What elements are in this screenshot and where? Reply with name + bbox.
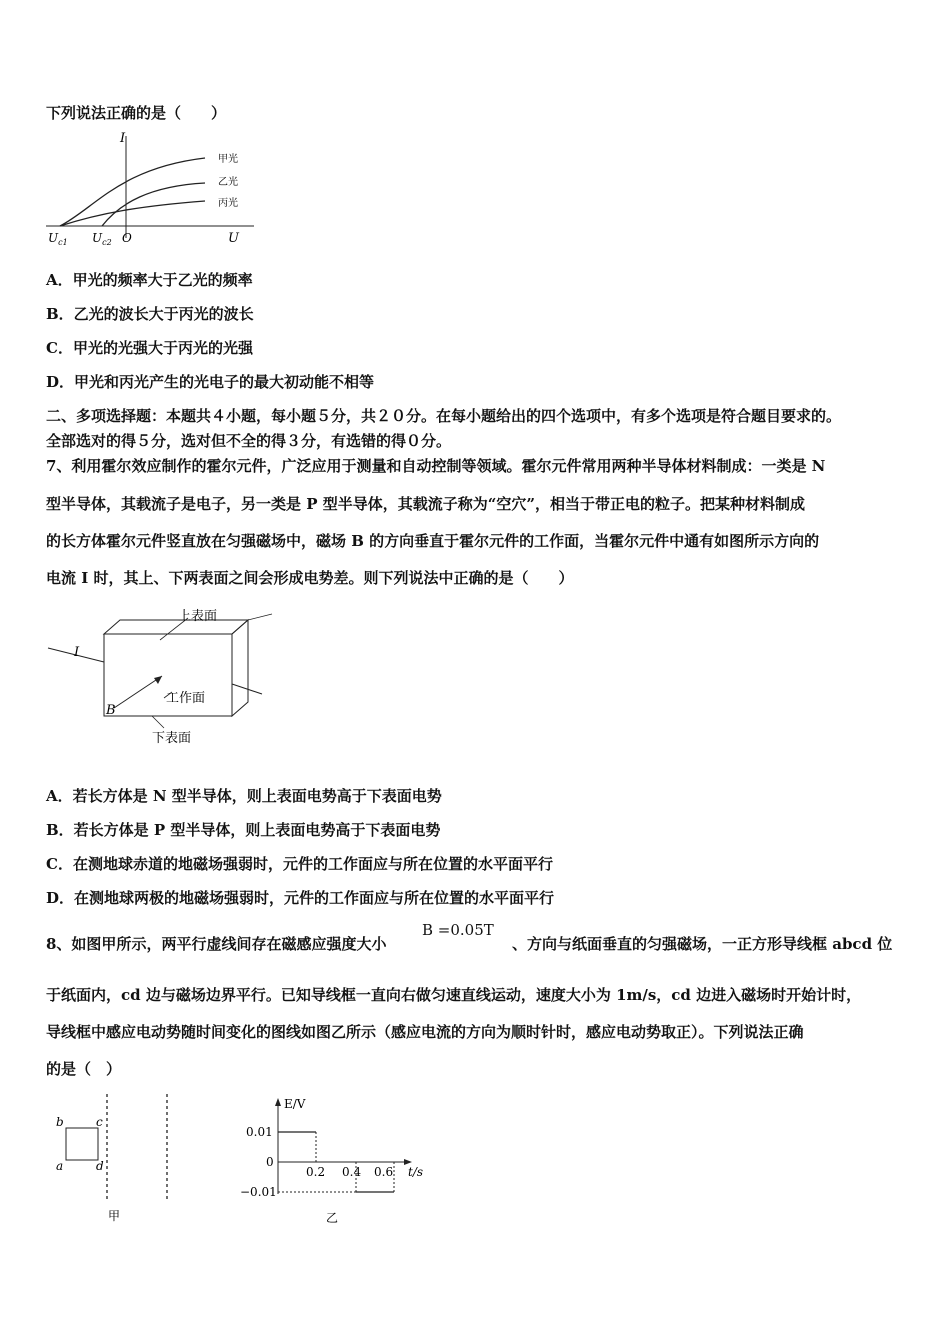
q8-fig-b-xtick-1: 0.2	[306, 1165, 326, 1179]
q6-iu-graph	[40, 128, 260, 248]
q8-vertex-b: b	[56, 1115, 64, 1129]
q7-field-label: B	[106, 703, 116, 718]
q8-line4: 的是（ ）	[46, 1060, 122, 1078]
q8-line3: 导线框中感应电动势随时间变化的图线如图乙所示（感应电流的方向为顺时针时，感应电动势取正）。下列说法正确	[46, 1023, 804, 1041]
section2-line2: 全部选对的得５分，选对但不全的得３分，有选错的得０分。	[46, 432, 452, 450]
q8-vertex-c: c	[96, 1115, 103, 1129]
q8-fig-b-xtick-2: 0.4	[342, 1165, 362, 1179]
q6-curve3-label: 丙光	[218, 198, 238, 209]
q8-fig-b-ytick-zero: 0	[266, 1155, 274, 1169]
q8-fig-b-y-label: E/V	[284, 1097, 306, 1111]
q8-fig-a-caption: 甲	[108, 1209, 121, 1223]
q6-stem: 下列说法正确的是（ ）	[46, 104, 227, 122]
q8-line2: 于纸面内，cd 边与磁场边界平行。已知导线框一直向右做匀速直线运动，速度大小为 1m/s，cd 边进入磁场时开始计时，	[46, 986, 862, 1004]
q8-fig-b-x-label: t/s	[408, 1165, 424, 1179]
q8-fig-b-ytick-pos: 0.01	[246, 1125, 273, 1139]
q6-uc2: $U_{c2}$	[92, 231, 112, 247]
q7-hall-element-figure	[44, 604, 274, 749]
q6-x-label: U	[228, 231, 239, 246]
q8-fig-b-caption: 乙	[326, 1211, 339, 1225]
q7-current-label: I	[74, 645, 80, 660]
q7-option-a[interactable]: A．若长方体是 N 型半导体，则上表面电势高于下表面电势	[46, 787, 442, 805]
q7-line3: 的长方体霍尔元件竖直放在匀强磁场中，磁场 B 的方向垂直于霍尔元件的工作面，当霍尔元件中通有如图所示方向的	[46, 532, 820, 550]
q7-line1: 7、利用霍尔效应制作的霍尔元件，广泛应用于测量和自动控制等领域。霍尔元件常用两种半导体材料制成：一类是 N	[46, 457, 826, 475]
q8-line1a: 8、如图甲所示，两平行虚线间存在磁感应强度大小	[46, 935, 387, 953]
q6-curve1-label: 甲光	[218, 154, 238, 165]
q7-line4: 电流 I 时，其上、下两表面之间会形成电势差。则下列说法中正确的是（ ）	[46, 569, 574, 587]
q8-fig-b-ytick-neg: −0.01	[240, 1185, 277, 1199]
q7-option-b[interactable]: B．若长方体是 P 型半导体，则上表面电势高于下表面电势	[46, 821, 441, 839]
q6-y-label: I	[120, 131, 126, 146]
q7-bottom-surface-label: 下表面	[152, 731, 192, 746]
q7-option-c[interactable]: C．在测地球赤道的地磁场强弱时，元件的工作面应与所在位置的水平面平行	[46, 855, 553, 873]
q8-fig-b-xtick-3: 0.6	[374, 1165, 394, 1179]
q7-work-surface-label: 工作面	[166, 691, 206, 706]
q8-formula: B =0.05T	[422, 921, 494, 939]
q6-option-c[interactable]: C．甲光的光强大于丙光的光强	[46, 339, 253, 357]
q7-top-surface-label: 上表面	[178, 609, 218, 624]
q8-vertex-d: d	[96, 1159, 104, 1173]
q8-figure-b	[236, 1094, 436, 1226]
q8-vertex-a: a	[56, 1159, 64, 1173]
q6-option-b[interactable]: B．乙光的波长大于丙光的波长	[46, 305, 254, 323]
q6-uc1: $U_{c1}$	[48, 231, 68, 247]
q7-option-d[interactable]: D．在测地球两极的地磁场强弱时，元件的工作面应与所在位置的水平面平行	[46, 889, 555, 907]
q8-line1b: 、方向与纸面垂直的匀强磁场，一正方形导线框 abcd 位	[512, 935, 893, 953]
section2-line1: 二、多项选择题：本题共４小题，每小题５分，共２０分。在每小题给出的四个选项中，有多个选项是符合题目要求的。	[46, 407, 842, 425]
q7-line2: 型半导体，其载流子是电子，另一类是 P 型半导体，其载流子称为“空穴”，相当于带正电的粒子。把某种材料制成	[46, 495, 805, 513]
q6-origin: O	[122, 231, 132, 245]
q8-figure-a	[46, 1092, 186, 1228]
q6-option-d[interactable]: D．甲光和丙光产生的光电子的最大初动能不相等	[46, 373, 375, 391]
q6-option-a[interactable]: A．甲光的频率大于乙光的频率	[46, 271, 253, 289]
q6-curve2-label: 乙光	[218, 177, 238, 188]
